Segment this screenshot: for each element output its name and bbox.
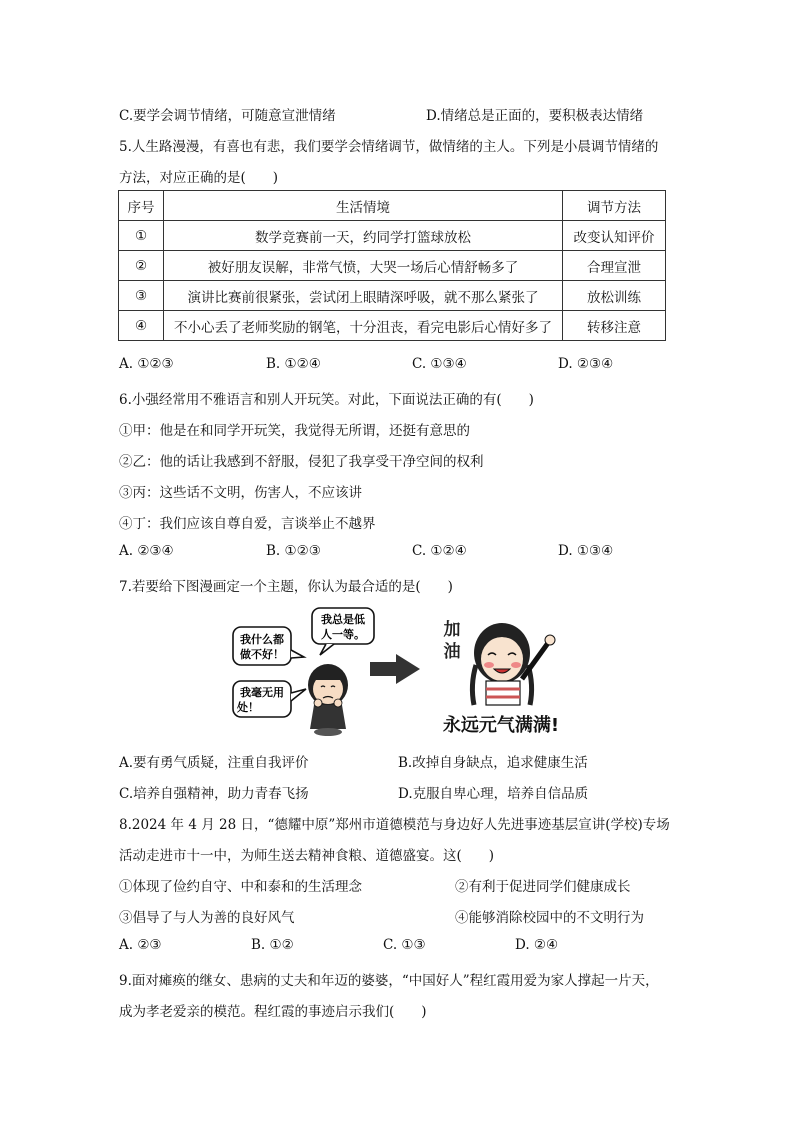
q6-item: ③丙：这些话不文明，伤害人，不应该讲	[119, 485, 362, 501]
q6-option-a: A. ②③④	[119, 543, 174, 559]
cheer-text: 加	[443, 620, 461, 640]
q5-table	[118, 190, 666, 341]
bubble-text: 做不好！	[240, 648, 284, 661]
q7-option-b: B.改掉自身缺点，追求健康生活	[398, 755, 588, 771]
table-cell: ②	[119, 251, 164, 281]
q7-option-d: D.克服自卑心理，培养自信品质	[398, 786, 589, 802]
q7-option-c: C.培养自强精神，助力青春飞扬	[119, 786, 309, 802]
q5-option-b: B. ①②④	[266, 356, 321, 372]
speech-bubble-left	[233, 627, 304, 665]
q8-option-d: D. ②④	[515, 937, 559, 953]
right-arrow-icon	[370, 654, 420, 684]
table-cell: 改变认知评价	[563, 221, 666, 251]
q8-stem-line1: 8.2024 年 4 月 28 日，“德耀中原”郑州市道德模范与身边好人先进事迹基层宣讲(学校)专场	[119, 817, 670, 833]
q9-stem-line2: 成为孝老爱亲的模范。程红霞的事迹启示我们( )	[119, 1004, 427, 1020]
table-header-cell: 序号	[119, 191, 164, 221]
q7-option-a: A.要有勇气质疑，注重自我评价	[119, 755, 309, 771]
q8-item: ④能够消除校园中的不文明行为	[455, 910, 644, 926]
q5-option-a: A. ①②③	[119, 356, 174, 372]
q6-option-c: C. ①②④	[412, 543, 467, 559]
cheer-text: 油	[443, 642, 461, 662]
table-cell: ③	[119, 281, 164, 311]
q8-option-a: A. ②③	[119, 937, 162, 953]
q8-option-c: C. ①③	[383, 937, 426, 953]
q7-comic-illustration	[230, 605, 570, 740]
q8-item: ②有利于促进同学们健康成长	[455, 879, 631, 895]
table-row	[119, 281, 666, 311]
q5-stem-line1: 5.人生路漫漫，有喜也有悲，我们要学会情绪调节，做情绪的主人。下列是小晨调节情绪的	[119, 139, 659, 155]
table-cell: 合理宣泄	[563, 251, 666, 281]
table-cell: ④	[119, 311, 164, 341]
table-header-cell: 生活情境	[164, 191, 563, 221]
q8-stem-line2: 活动走进市十一中，为师生送去精神食粮、道德盛宴。这( )	[119, 848, 495, 864]
table-row	[119, 311, 666, 341]
q5-option-d: D. ②③④	[558, 356, 614, 372]
speech-bubble-bottom	[233, 681, 306, 717]
q6-option-b: B. ①②③	[266, 543, 321, 559]
table-cell: 放松训练	[563, 281, 666, 311]
table-cell: ①	[119, 221, 164, 251]
q4-option-d: D.情绪总是正面的，要积极表达情绪	[426, 108, 644, 124]
q4-option-c: C.要学会调节情绪，可随意宣泄情绪	[119, 108, 336, 124]
q8-option-b: B. ①②	[251, 937, 294, 953]
q6-stem: 6.小强经常用不雅语言和别人开玩笑。对此，下面说法正确的有( )	[119, 392, 534, 408]
table-row	[119, 251, 666, 281]
table-cell: 被好朋友误解，非常气愤，大哭一场后心情舒畅多了	[164, 251, 563, 281]
comic-caption: 永远元气满满!	[442, 715, 560, 736]
table-cell: 不小心丢了老师奖励的钢笔，十分沮丧，看完电影后心情好多了	[164, 311, 563, 341]
q6-option-d: D. ①③④	[558, 543, 614, 559]
sad-girl-figure	[308, 664, 348, 736]
q8-item: ③倡导了与人为善的良好风气	[119, 910, 295, 926]
bubble-text: 我总是低	[321, 613, 365, 626]
q5-stem-line2: 方法，对应正确的是( )	[119, 170, 279, 186]
q8-item: ①体现了俭约自守、中和泰和的生活理念	[119, 879, 362, 895]
bubble-text: 处！	[237, 701, 259, 714]
speech-bubble-top	[312, 608, 374, 655]
table-header-cell: 调节方法	[563, 191, 666, 221]
bubble-text: 我毫无用	[240, 686, 284, 699]
table-header-row	[119, 191, 666, 221]
q5-option-c: C. ①③④	[412, 356, 467, 372]
happy-girl-figure	[472, 623, 555, 705]
q9-stem-line1: 9.面对瘫痪的继女、患病的丈夫和年迈的婆婆，“中国好人”程红霞用爱为家人撑起一片天，	[119, 973, 659, 989]
table-cell: 转移注意	[563, 311, 666, 341]
q6-item: ②乙：他的话让我感到不舒服，侵犯了我享受干净空间的权利	[119, 454, 484, 470]
bubble-text: 我什么都	[240, 633, 284, 646]
q6-item: ①甲：他是在和同学开玩笑，我觉得无所谓，还挺有意思的	[119, 423, 470, 439]
table-cell: 演讲比赛前很紧张，尝试闭上眼睛深呼吸，就不那么紧张了	[164, 281, 563, 311]
bubble-text: 人一等。	[321, 628, 365, 641]
table-row	[119, 221, 666, 251]
q6-item: ④丁：我们应该自尊自爱，言谈举止不越界	[119, 516, 376, 532]
table-cell: 数学竞赛前一天，约同学打篮球放松	[164, 221, 563, 251]
q7-stem: 7.若要给下图漫画定一个主题，你认为最合适的是( )	[119, 579, 453, 595]
